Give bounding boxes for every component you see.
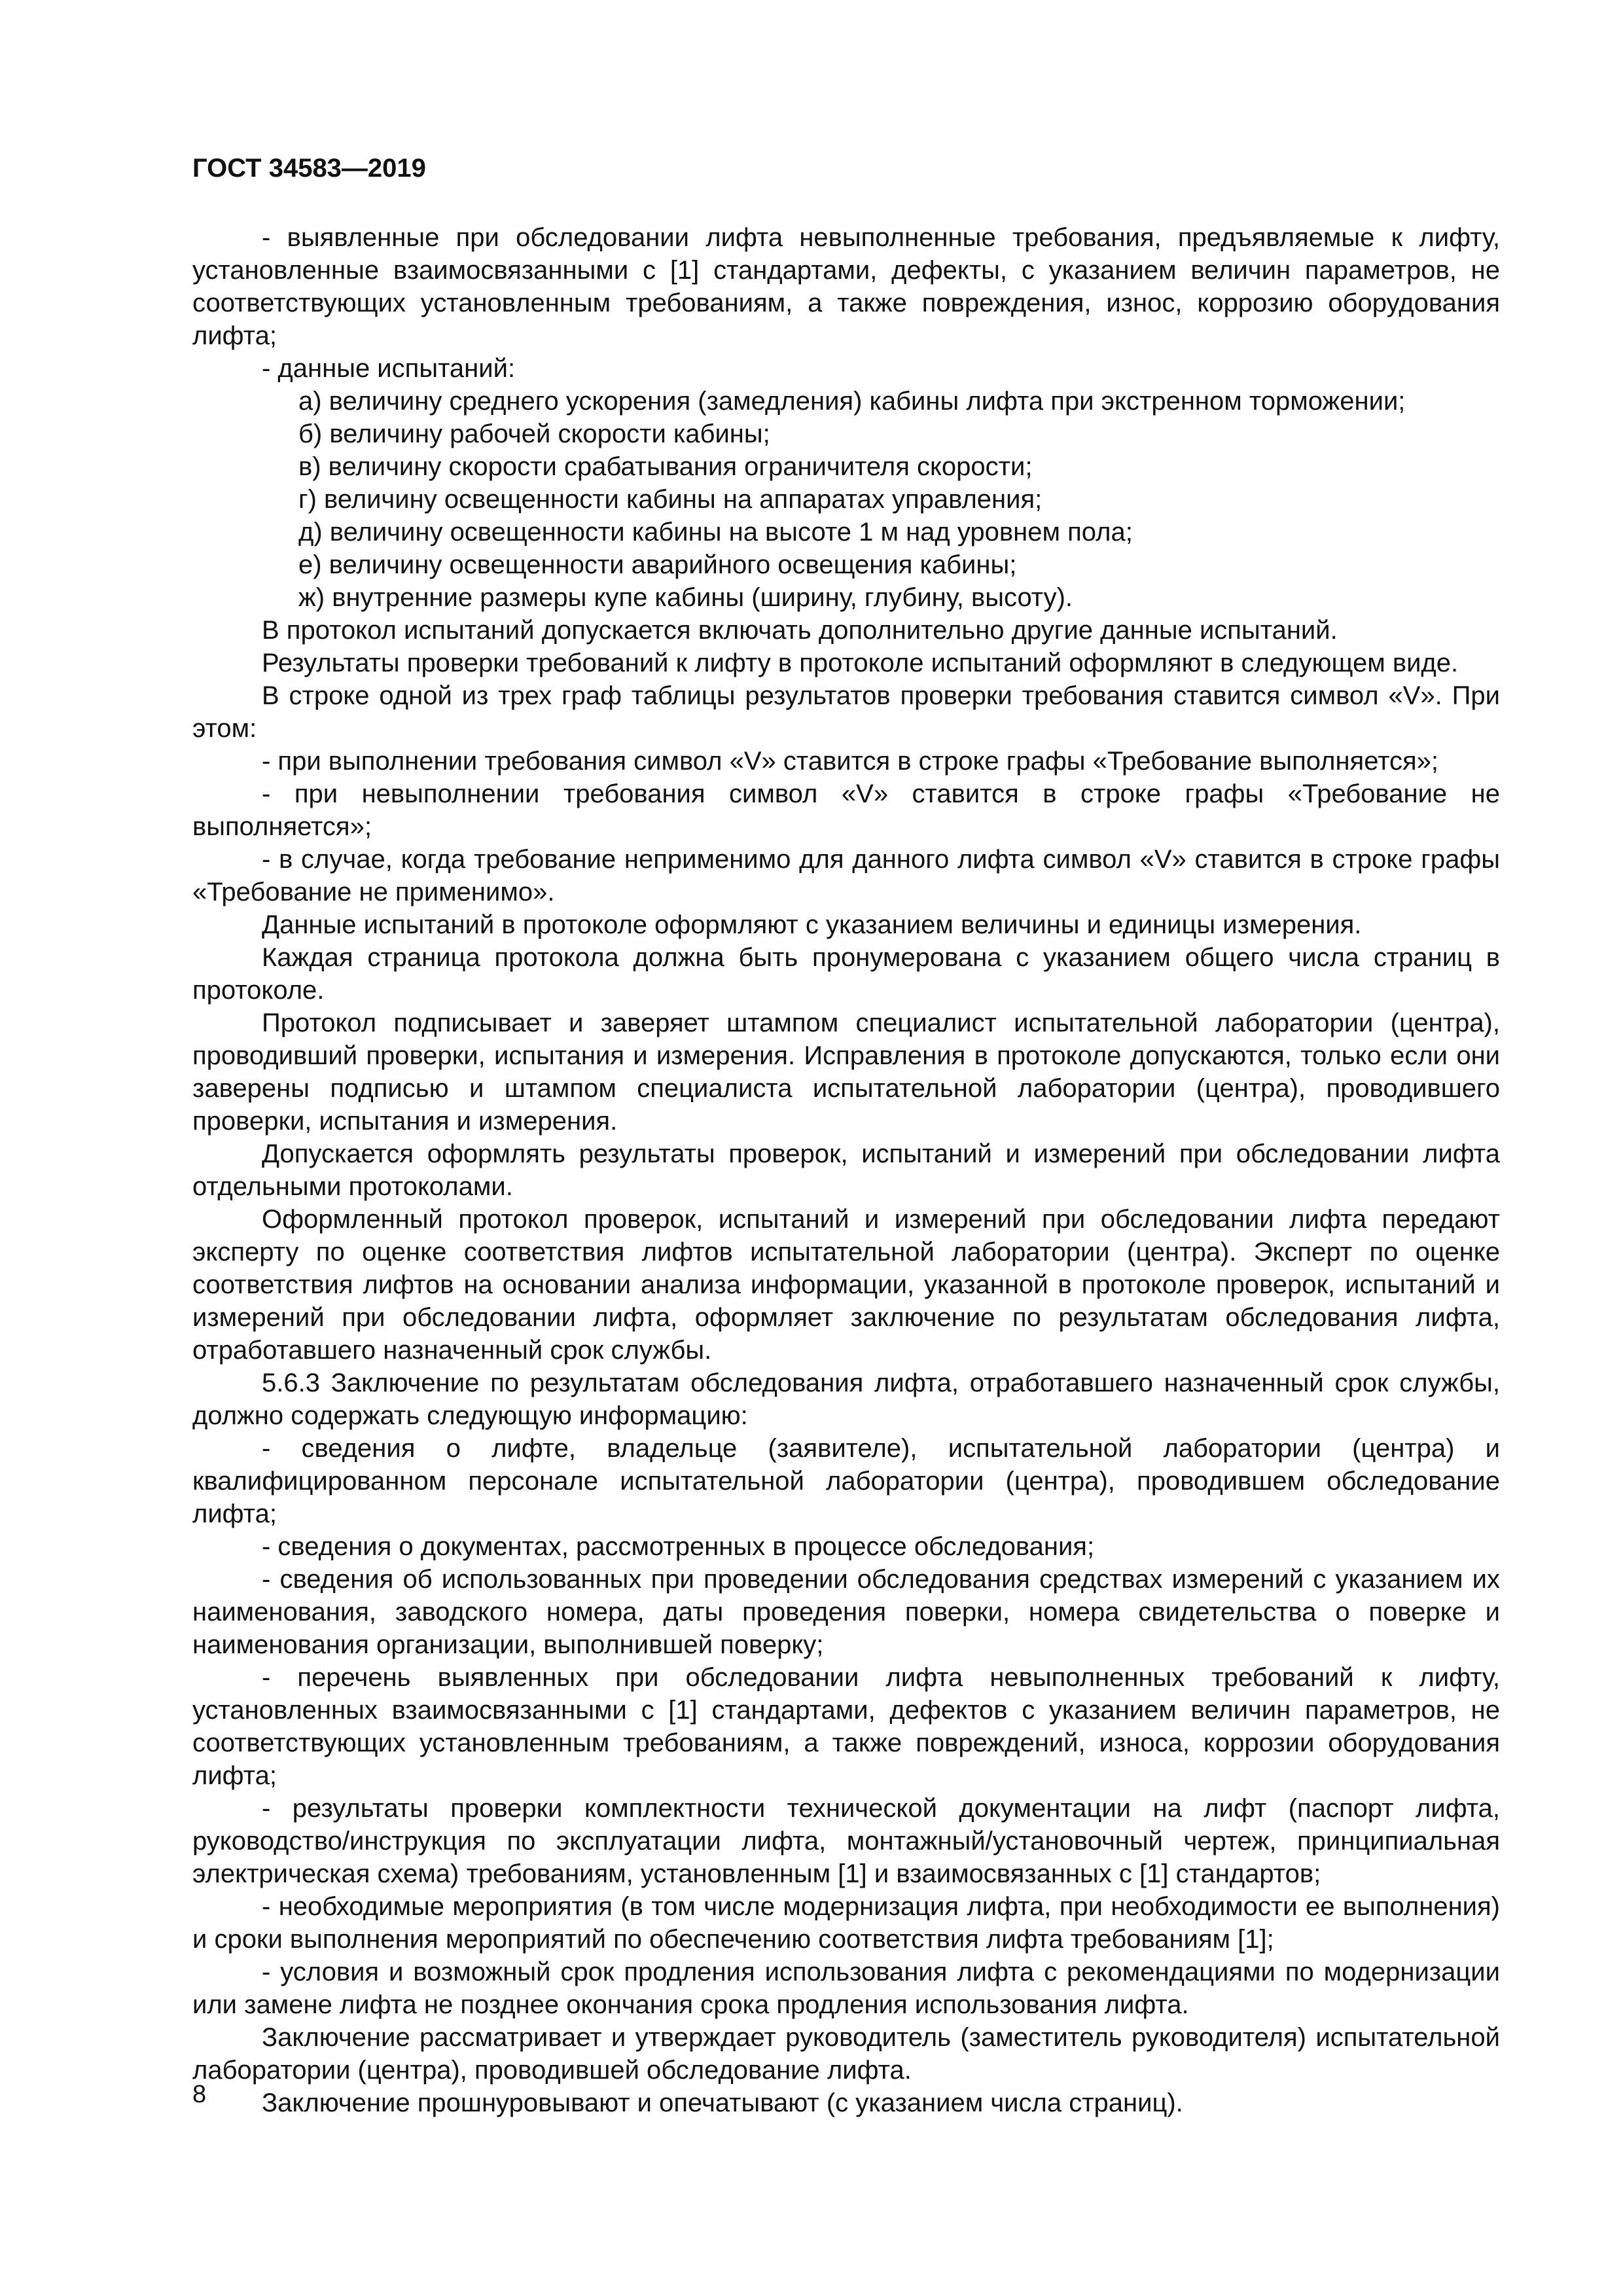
document-body — [192, 221, 1500, 2119]
list-item: - сведения об использованных при проведении обследования средствах измерений с указанием их наименования, заводского номера, даты проведения поверки, номера свидетельства о поверке и наименования организации, выполнившей поверку; — [192, 1565, 1500, 1659]
paragraph: Заключение рассматривает и утверждает руководитель (заместитель руководителя) испытательной лаборатории (центра), проводившей обследование лифта. — [192, 2023, 1500, 2085]
paragraph: Данные испытаний в протоколе оформляют с указанием величины и единицы измерения. — [262, 910, 1362, 939]
list-item: - необходимые мероприятия (в том числе модернизация лифта, при необходимости ее выполнения) и сроки выполнения мероприятий по обеспечению соответствия лифта требованиям [1]; — [192, 1892, 1500, 1954]
document-header: ГОСТ 34583—2019 — [192, 154, 426, 183]
list-item: - в случае, когда требование неприменимо для данного лифта символ «V» ставится в строке графы «Требование не применимо». — [192, 845, 1500, 906]
list-item: - данные испытаний: — [262, 354, 516, 383]
list-item: - результаты проверки комплектности технической документации на лифт (паспорт лифта, руководство/инструкция по эксплуатации лифта, монтажный/установочный чертеж, принципиальная электрическая схема) требованиям, установленным [1] и взаимосвязанных с [1] стандартов; — [192, 1794, 1500, 1888]
list-item: - сведения о лифте, владельце (заявителе), испытательной лаборатории (центра) и квалифицированном персонале испытательной лаборатории (центра), проводившем обследование лифта; — [192, 1434, 1500, 1528]
list-item: - перечень выявленных при обследовании лифта невыполненных требований к лифту, установленных взаимосвязанными с [1] стандартами, дефектов с указанием величин параметров, не соответствующих установленным требованиям, а также повреждений, износа, коррозии оборудования лифта; — [192, 1663, 1500, 1790]
list-item: - при невыполнении требования символ «V» ставится в строке графы «Требование не выполняется»; — [192, 780, 1500, 841]
section-paragraph: 5.6.3 Заключение по результатам обследования лифта, отработавшего назначенный срок службы, должно содержать следующую информацию: — [192, 1369, 1500, 1430]
paragraph: - выявленные при обследовании лифта невыполненные требования, предъявляемые к лифту, установленные взаимосвязанными с [1] стандартами, дефекты, с указанием величин параметров, не соответствующих установленным требованиям, а также повреждения, износ, коррозию оборудования лифта; — [192, 223, 1500, 350]
paragraph: Допускается оформлять результаты проверок, испытаний и измерений при обследовании лифта отдельными протоколами. — [192, 1139, 1500, 1201]
paragraph: Заключение прошнуровывают и опечатывают (с указанием числа страниц). — [262, 2089, 1183, 2117]
paragraph: Протокол подписывает и заверяет штампом специалист испытательной лаборатории (центра), проводивший проверки, испытания и измерения. Исправления в протоколе допускаются, только если они заверены подписью и штампом специалиста испытательной лаборатории (центра), проводившего проверки, испытания и измерения. — [192, 1009, 1500, 1136]
list-item: - сведения о документах, рассмотренных в процессе обследования; — [262, 1532, 1095, 1561]
paragraph: Каждая страница протокола должна быть пронумерована с указанием общего числа страниц в протоколе. — [192, 943, 1500, 1005]
list-item: в) величину скорости срабатывания ограничителя скорости; — [298, 452, 1033, 481]
paragraph: В протокол испытаний допускается включать дополнительно другие данные испытаний. — [262, 616, 1338, 645]
paragraph: В строке одной из трех граф таблицы результатов проверки требования ставится символ «V». При этом: — [192, 681, 1500, 743]
list-item: - условия и возможный срок продления использования лифта с рекомендациями по модернизации или замене лифта не позднее окончания срока продления использования лифта. — [192, 1958, 1500, 2019]
list-item: а) величину среднего ускорения (замедления) кабины лифта при экстренном торможении; — [298, 387, 1406, 416]
list-item: - при выполнении требования символ «V» ставится в строке графы «Требование выполняется»; — [262, 747, 1439, 776]
list-item: б) величину рабочей скорости кабины; — [298, 420, 770, 448]
paragraph: Результаты проверки требований к лифту в протоколе испытаний оформляют в следующем виде. — [262, 649, 1459, 677]
list-item: г) величину освещенности кабины на аппаратах управления; — [298, 485, 1043, 514]
list-item: ж) внутренние размеры купе кабины (ширину, глубину, высоту). — [298, 583, 1073, 612]
list-item: е) величину освещенности аварийного освещения кабины; — [298, 550, 1017, 579]
paragraph: Оформленный протокол проверок, испытаний и измерений при обследовании лифта передают эксперту по оценке соответствия лифтов испытательной лаборатории (центра). Эксперт по оценке соответствия лифтов на основании анализа информации, указанной в протоколе проверок, испытаний и измерений при обследовании лифта, оформляет заключение по результатам обследования лифта, отработавшего назначенный срок службы. — [192, 1205, 1500, 1365]
list-item: д) величину освещенности кабины на высоте 1 м над уровнем пола; — [298, 518, 1133, 547]
page-number: 8 — [192, 2081, 207, 2108]
